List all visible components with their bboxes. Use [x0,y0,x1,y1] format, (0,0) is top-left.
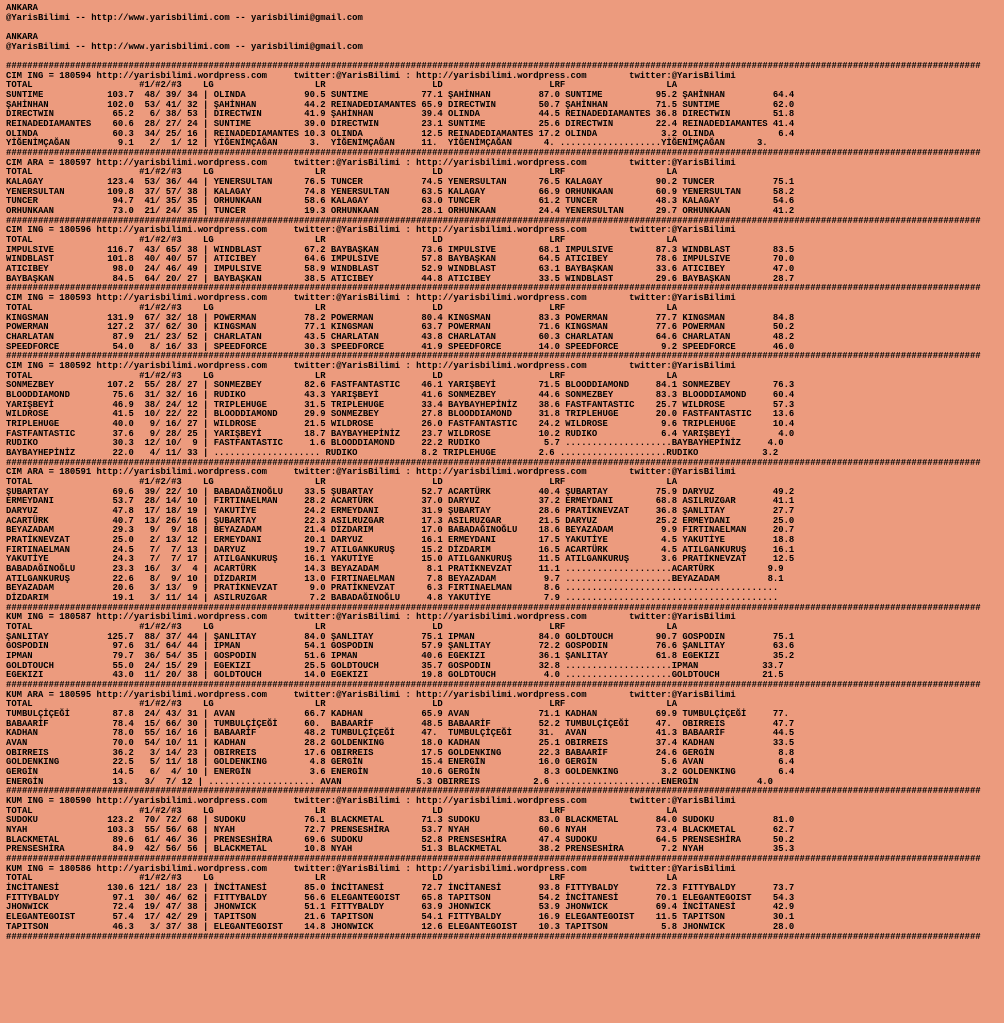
horse-row: BABADAĞINOĞLU 23.3 16/ 3/ 4 | ACARTÜRK 14.3 BEYAZADAM 8.1 PRATİKNEVZAT 11.1 ....................ACARTÜRK 9.9 [6,563,784,574]
race-header: KUM ARA = 180595 http://yarisbilimi.wordpress.com twitter:@YarisBilimi : http://yarisbilimi.wordpress.com twitter:@YarisBilimi [6,689,736,700]
horse-row: SPEEDFORCE 54.0 8/ 16/ 33 | SPEEDFORCE 30.3 SPEEDFORCE 41.9 SPEEDFORCE 14.0 SPEEDFORCE 9.2 SPEEDFORCE 46.0 [6,341,795,352]
hash-divider: ####################################################################################################################################################################################### [6,786,981,797]
horse-row: BAYBAŞKAN 84.5 64/ 20/ 27 | BAYBAŞKAN 38.5 ATICIBEY 44.8 ATICIBEY 33.5 WINDBLAST 29.6 BAYBAŞKAN 28.7 [6,273,795,284]
race-header: KUM ING = 180586 http://yarisbilimi.wordpress.com twitter:@YarisBilimi : http://yarisbilimi.wordpress.com twitter:@YarisBilimi [6,863,736,874]
hash-divider: ####################################################################################################################################################################################### [6,351,981,362]
horse-row: FASTFANTASTIC 37.6 9/ 28/ 25 | YARIŞBEYİ 18.7 BAYBAYHEPİNİZ 23.7 WILDROSE 10.2 RUDIKO 6.4 YARIŞBEYİ 4.0 [6,428,795,439]
horse-row: DİZDARIM 19.1 3/ 11/ 14 | ASILRUZGAR 7.2 BABADAĞINOĞLU 4.8 YAKUTİYE 7.9 ........................................ [6,592,779,603]
horse-row: FIRTINAELMAN 24.5 7/ 7/ 13 | DARYUZ 19.7 ATILGANKURUŞ 15.2 DİZDARIM 16.5 ACARTÜRK 4.5 ATILGANKURUŞ 16.1 [6,544,795,555]
horse-row: YENERSULTAN 109.8 37/ 57/ 38 | KALAGAY 74.8 YENERSULTAN 63.5 KALAGAY 66.9 ORHUNKAAN 60.9 YENERSULTAN 58.2 [6,186,795,197]
hash-divider: ####################################################################################################################################################################################### [6,148,981,159]
column-headers: TOTAL #1/#2/#3 LG LR LD LRF LA [6,622,678,632]
horse-row: IPMAN 79.7 36/ 54/ 35 | GOSPODIN 51.6 IPMAN 40.6 EGEKIZI 36.1 ŞANLITAY 61.8 EGEKIZI 35.2 [6,651,795,662]
horse-row: FITTYBALDY 97.1 30/ 46/ 62 | FITTYBALDY 56.6 ELEGANTEGOIST 65.8 TAPITSON 54.2 İNCİTANESİ 70.1 ELEGANTEGOIST 54.3 [6,892,795,903]
header-city-repeat: ANKARA [6,32,38,43]
race-header: KUM ING = 180587 http://yarisbilimi.wordpress.com twitter:@YarisBilimi : http://yarisbilimi.wordpress.com twitter:@YarisBilimi [6,612,736,623]
horse-row: OBIRREIS 36.2 3/ 14/ 23 | OBIRREIS 17.6 OBIRREIS 17.5 GOLDENKING 22.3 BABAARİF 24.6 GERGİN 8.8 [6,747,795,758]
horse-row: ORHUNKAAN 73.0 21/ 24/ 35 | TUNCER 19.3 ORHUNKAAN 28.1 ORHUNKAAN 24.4 YENERSULTAN 29.7 ORHUNKAAN 41.2 [6,206,795,217]
horse-row: PRENSESHİRA 84.9 42/ 56/ 56 | BLACKMETAL 10.8 NYAH 51.3 BLACKMETAL 38.2 PRENSESHİRA 7.2 NYAH 35.3 [6,844,795,855]
hash-divider: ####################################################################################################################################################################################### [6,215,981,226]
horse-row: DIRECTWIN 65.2 6/ 38/ 53 | DIRECTWIN 41.9 ŞAHİNHAN 39.4 OLINDA 44.5 REINADEDIAMANTES 36.8 DIRECTWIN 51.8 [6,109,795,120]
column-headers: TOTAL #1/#2/#3 LG LR LD LRF LA [6,873,678,884]
horse-row: PRATİKNEVZAT 25.0 2/ 13/ 12 | ERMEYDANI 20.1 DARYUZ 16.1 ERMEYDANI 17.5 YAKUTİYE 4.5 YAKUTİYE 18.8 [6,534,795,545]
horse-row: BLACKMETAL 89.6 61/ 46/ 36 | PRENSESHİRA 69.6 SUDOKU 52.8 PRENSESHİRA 47.4 SUDOKU 64.5 PRENSESHİRA 50.2 [6,834,795,845]
column-headers: TOTAL #1/#2/#3 LG LR LD LRF LA [6,805,678,816]
race-report-document [6,4,1004,942]
horse-row: ENERGİN 13. 3/ 7/ 12 | .................... AVAN 5.3 OBIRREIS 2.6 ....................ENERGİN 4.0 [6,776,773,787]
horse-row: YARIŞBEYİ 46.9 38/ 24/ 12 | TRIPLEHUGE 31.5 TRIPLEHUGE 33.4 BAYBAYHEPİNİZ 38.6 FASTFANTASTIC 25.7 WILDROSE 57.3 [6,399,795,410]
column-headers: TOTAL #1/#2/#3 LG LR LD LRF LA [6,302,678,313]
race-header: CIM ARA = 180591 http://yarisbilimi.wordpress.com twitter:@YarisBilimi : http://yarisbilimi.wordpress.com twitter:@YarisBilimi [6,467,736,478]
column-headers: TOTAL #1/#2/#3 LG LR LD LRF LA [6,235,678,246]
horse-row: IMPULSIVE 116.7 43/ 65/ 38 | WINDBLAST 67.2 BAYBAŞKAN 73.6 IMPULSIVE 68.1 IMPULSIVE 87.3 WINDBLAST 83.5 [6,244,795,255]
hash-divider: ####################################################################################################################################################################################### [6,602,981,613]
horse-row: EGEKIZI 43.0 11/ 20/ 38 | GOLDTOUCH 14.0 EGEKIZI 19.8 GOLDTOUCH 4.0 ....................GOLDTOUCH 21.5 [6,670,784,681]
hash-divider: ####################################################################################################################################################################################### [6,457,981,468]
horse-row: CHARLATAN 87.9 21/ 23/ 52 | CHARLATAN 43.5 CHARLATAN 43.8 CHARLATAN 60.3 CHARLATAN 64.6 CHARLATAN 48.2 [6,331,795,342]
hash-divider: ####################################################################################################################################################################################### [6,931,981,942]
horse-row: SUNTIME 103.7 48/ 39/ 34 | OLINDA 90.5 SUNTIME 77.1 ŞAHİNHAN 87.0 SUNTIME 95.2 ŞAHİNHAN 64.4 [6,90,795,101]
horse-row: WINDBLAST 101.8 40/ 40/ 57 | ATICIBEY 64.6 IMPULSIVE 57.8 BAYBAŞKAN 64.5 ATICIBEY 78.6 IMPULSIVE 70.0 [6,254,795,265]
horse-row: AVAN 70.0 54/ 10/ 11 | KADHAN 28.2 GOLDENKING 18.0 KADHAN 25.1 OBIRREIS 37.4 KADHAN 33.5 [6,738,795,749]
horse-row: JHONWICK 72.4 19/ 47/ 38 | JHONWICK 51.1 FITTYBALDY 63.9 JHONWICK 53.9 JHONWICK 69.4 İNCİTANESİ 42.9 [6,902,795,913]
horse-row: BEYAZADAM 20.6 3/ 13/ 9 | PRATİKNEVZAT 9.0 PRATİKNEVZAT 6.3 FIRTINAELMAN 8.6 ........................................ [6,583,779,594]
race-header: CIM ING = 180592 http://yarisbilimi.wordpress.com twitter:@YarisBilimi : http://yarisbilimi.wordpress.com twitter:@YarisBilimi [6,360,736,371]
horse-row: ŞUBARTAY 69.6 39/ 22/ 10 | BABADAĞINOĞLU 33.5 ŞUBARTAY 52.7 ACARTÜRK 40.4 ŞUBARTAY 75.9 DARYUZ 49.2 [6,486,795,497]
horse-row: TAPITSON 46.3 3/ 37/ 38 | ELEGANTEGOIST 14.8 JHONWICK 12.6 ELEGANTEGOIST 10.3 TAPITSON 5.8 JHONWICK 28.0 [6,921,795,932]
horse-row: NYAH 103.3 55/ 56/ 68 | NYAH 72.7 PRENSESHİRA 53.7 NYAH 60.6 NYAH 73.4 BLACKMETAL 62.7 [6,825,795,836]
hash-divider: ####################################################################################################################################################################################### [6,854,981,865]
header-contact-repeat: @YarisBilimi -- http://www.yarisbilimi.com -- yarisbilimi@gmail.com [6,41,363,52]
horse-row: BLOODDIAMOND 75.6 31/ 32/ 16 | RUDIKO 43.3 YARIŞBEYİ 41.6 SONMEZBEY 44.6 SONMEZBEY 83.3 BLOODDIAMOND 60.4 [6,389,795,400]
horse-row: ATILGANKURUŞ 22.6 8/ 9/ 10 | DİZDARIM 13.0 FIRTINAELMAN 7.8 BEYAZADAM 9.7 ....................BEYAZADAM 8.1 [6,573,784,584]
race-header: CIM ING = 180593 http://yarisbilimi.wordpress.com twitter:@YarisBilimi : http://yarisbilimi.wordpress.com twitter:@YarisBilimi [6,293,736,304]
horse-row: BEYAZADAM 29.3 9/ 9/ 18 | BEYAZADAM 21.4 DİZDARIM 17.0 BABADAĞINOĞLU 18.6 BEYAZADAM 9.9 FIRTINAELMAN 20.7 [6,525,795,536]
horse-row: WILDROSE 41.5 10/ 22/ 22 | BLOODDIAMOND 29.9 SONMEZBEY 27.8 BLOODDIAMOND 31.8 TRIPLEHUGE 20.0 FASTFANTASTIC 13.6 [6,409,795,420]
horse-row: ŞANLITAY 125.7 88/ 37/ 44 | ŞANLITAY 84.0 ŞANLITAY 75.1 IPMAN 84.0 GOLDTOUCH 90.7 GOSPODIN 75.1 [6,631,795,642]
horse-row: BAYBAYHEPİNİZ 22.0 4/ 11/ 33 | .................... RUDIKO 8.2 TRIPLEHUGE 2.6 ....................RUDIKO 3.2 [6,447,779,458]
column-headers: TOTAL #1/#2/#3 LG LR LD LRF LA [6,476,678,487]
horse-row: TRIPLEHUGE 40.0 9/ 16/ 27 | WILDROSE 21.5 WILDROSE 26.0 FASTFANTASTIC 24.2 WILDROSE 9.6 TRIPLEHUGE 10.4 [6,418,795,429]
horse-row: BABAARİF 78.4 15/ 66/ 30 | TUMBULÇİÇEĞİ 60. BABAARİF 48.5 BABAARİF 52.2 TUMBULÇİÇEĞİ 47. OBIRREIS 47.7 [6,718,795,729]
race-blocks [6,61,981,941]
horse-row: KINGSMAN 131.9 67/ 32/ 18 | POWERMAN 78.2 POWERMAN 80.4 KINGSMAN 83.3 POWERMAN 77.7 KINGSMAN 84.8 [6,312,795,323]
column-headers: TOTAL #1/#2/#3 LG LR LD LRF LA [6,699,678,710]
horse-row: REINADEDIAMANTES 60.6 28/ 27/ 24 | SUNTIME 39.0 DIRECTWIN 23.1 SUNTIME 25.6 DIRECTWIN 22.4 REINADEDIAMANTES 41.4 [6,119,795,130]
race-header: KUM ING = 180590 http://yarisbilimi.wordpress.com twitter:@YarisBilimi : http://yarisbilimi.wordpress.com twitter:@YarisBilimi [6,796,736,807]
horse-row: ŞAHİNHAN 102.0 53/ 41/ 32 | ŞAHİNHAN 44.2 REINADEDIAMANTES 65.9 DIRECTWIN 50.7 ŞAHİNHAN 71.5 SUNTIME 62.0 [6,99,795,110]
horse-row: YİĞENİMÇAĞAN 9.1 2/ 1/ 12 | YİĞENİMÇAĞAN 3. YİĞENİMÇAĞAN 11. YİĞENİMÇAĞAN 4. ...................YİĞENİMÇAĞAN 3. [6,138,768,149]
horse-row: ATICIBEY 98.0 24/ 46/ 49 | IMPULSIVE 58.9 WINDBLAST 52.9 WINDBLAST 63.1 BAYBAŞKAN 33.6 ATICIBEY 47.0 [6,264,795,275]
horse-row: ERMEYDANI 53.7 28/ 14/ 10 | FIRTINAELMAN 28.2 ACARTÜRK 37.0 DARYUZ 37.2 ERMEYDANI 68.8 ASILRUZGAR 41.1 [6,496,795,507]
race-header: CIM ARA = 180597 http://yarisbilimi.wordpress.com twitter:@YarisBilimi : http://yarisbilimi.wordpress.com twitter:@YarisBilimi [6,157,736,168]
hash-divider: ####################################################################################################################################################################################### [6,680,981,691]
horse-row: KALAGAY 123.4 53/ 36/ 44 | YENERSULTAN 76.5 TUNCER 74.5 YENERSULTAN 76.5 KALAGAY 90.2 TUNCER 75.1 [6,177,795,188]
horse-row: DARYUZ 47.8 17/ 18/ 19 | YAKUTİYE 24.2 ERMEYDANI 31.9 ŞUBARTAY 28.6 PRATİKNEVZAT 36.8 ŞANLITAY 27.7 [6,505,795,516]
horse-row: İNCİTANESİ 130.6 121/ 18/ 23 | İNCİTANESİ 85.0 İNCİTANESİ 72.7 İNCİTANESİ 93.8 FITTYBALDY 72.3 FITTYBALDY 73.7 [6,883,795,894]
column-headers: TOTAL #1/#2/#3 LG LR LD LRF LA [6,167,678,178]
header-city: ANKARA [6,4,38,13]
column-headers: TOTAL #1/#2/#3 LG LR LD LRF LA [6,370,678,381]
horse-row: SUDOKU 123.2 70/ 72/ 68 | SUDOKU 76.1 BLACKMETAL 71.3 SUDOKU 83.0 BLACKMETAL 84.0 SUDOKU 81.0 [6,815,795,826]
hash-divider: ####################################################################################################################################################################################### [6,61,981,72]
header-contact: @YarisBilimi -- http://www.yarisbilimi.com -- yarisbilimi@gmail.com [6,12,363,23]
horse-row: SONMEZBEY 107.2 55/ 28/ 27 | SONMEZBEY 82.6 FASTFANTASTIC 46.1 YARIŞBEYİ 71.5 BLOODDIAMOND 84.1 SONMEZBEY 76.3 [6,380,795,391]
horse-row: GOSPODIN 97.6 31/ 64/ 44 | IPMAN 54.1 GOSPODIN 57.9 ŞANLITAY 72.2 GOSPODIN 76.6 ŞANLITAY 63.6 [6,641,795,652]
race-header: CIM ING = 180596 http://yarisbilimi.wordpress.com twitter:@YarisBilimi : http://yarisbilimi.wordpress.com twitter:@YarisBilimi [6,225,736,236]
horse-row: GERGİN 14.5 6/ 4/ 10 | ENERGİN 3.6 ENERGİN 10.6 GERGİN 8.3 GOLDENKING 3.2 GOLDENKING 6.4 [6,767,795,778]
column-headers: TOTAL #1/#2/#3 LG LR LD LRF LA [6,80,678,91]
horse-row: GOLDENKING 22.5 5/ 11/ 18 | GOLDENKING 4.8 GERGİN 15.4 ENERGİN 16.0 GERGİN 5.6 AVAN 6.4 [6,757,795,768]
horse-row: TUNCER 94.7 41/ 35/ 35 | ORHUNKAAN 58.6 KALAGAY 63.0 TUNCER 61.2 TUNCER 48.3 KALAGAY 54.6 [6,196,795,207]
horse-row: YAKUTİYE 24.3 7/ 7/ 17 | ATILGANKURUŞ 16.1 YAKUTİYE 15.0 ATILGANKURUŞ 11.5 ATILGANKURUŞ 3.6 PRATİKNEVZAT 12.5 [6,554,795,565]
horse-row: ELEGANTEGOIST 57.4 17/ 42/ 29 | TAPITSON 21.6 TAPITSON 54.1 FITTYBALDY 16.9 ELEGANTEGOIST 11.5 TAPITSON 30.1 [6,912,795,923]
horse-row: ACARTÜRK 40.7 13/ 26/ 16 | ŞUBARTAY 22.3 ASILRUZGAR 17.3 ASILRUZGAR 21.5 DARYUZ 25.2 ERMEYDANI 25.0 [6,515,795,526]
hash-divider: ####################################################################################################################################################################################### [6,283,981,294]
horse-row: KADHAN 78.0 55/ 16/ 16 | BABAARİF 48.2 TUMBULÇİÇEĞİ 47. TUMBULÇİÇEĞİ 31. AVAN 41.3 BABAARİF 44.5 [6,728,795,739]
race-header: CIM ING = 180594 http://yarisbilimi.wordpress.com twitter:@YarisBilimi : http://yarisbilimi.wordpress.com twitter:@YarisBilimi [6,70,736,81]
horse-row: TUMBULÇİÇEĞİ 87.8 24/ 43/ 31 | AVAN 66.7 KADHAN 65.9 AVAN 71.1 KADHAN 69.9 TUMBULÇİÇEĞİ 77. [6,709,789,720]
horse-row: OLINDA 60.3 34/ 25/ 16 | REINADEDIAMANTES 10.3 OLINDA 12.5 REINADEDIAMANTES 17.2 OLINDA 3.2 OLINDA 6.4 [6,128,795,139]
horse-row: RUDIKO 30.3 12/ 10/ 9 | FASTFANTASTIC 1.6 BLOODDIAMOND 22.2 RUDIKO 5.7 ....................BAYBAYHEPİNİZ 4.0 [6,438,784,449]
horse-row: POWERMAN 127.2 37/ 62/ 30 | KINGSMAN 77.1 KINGSMAN 63.7 POWERMAN 71.6 KINGSMAN 77.6 POWERMAN 50.2 [6,322,795,333]
horse-row: GOLDTOUCH 55.0 24/ 15/ 29 | EGEKIZI 25.5 GOLDTOUCH 35.7 GOSPODIN 32.8 ....................IPMAN 33.7 [6,660,784,671]
